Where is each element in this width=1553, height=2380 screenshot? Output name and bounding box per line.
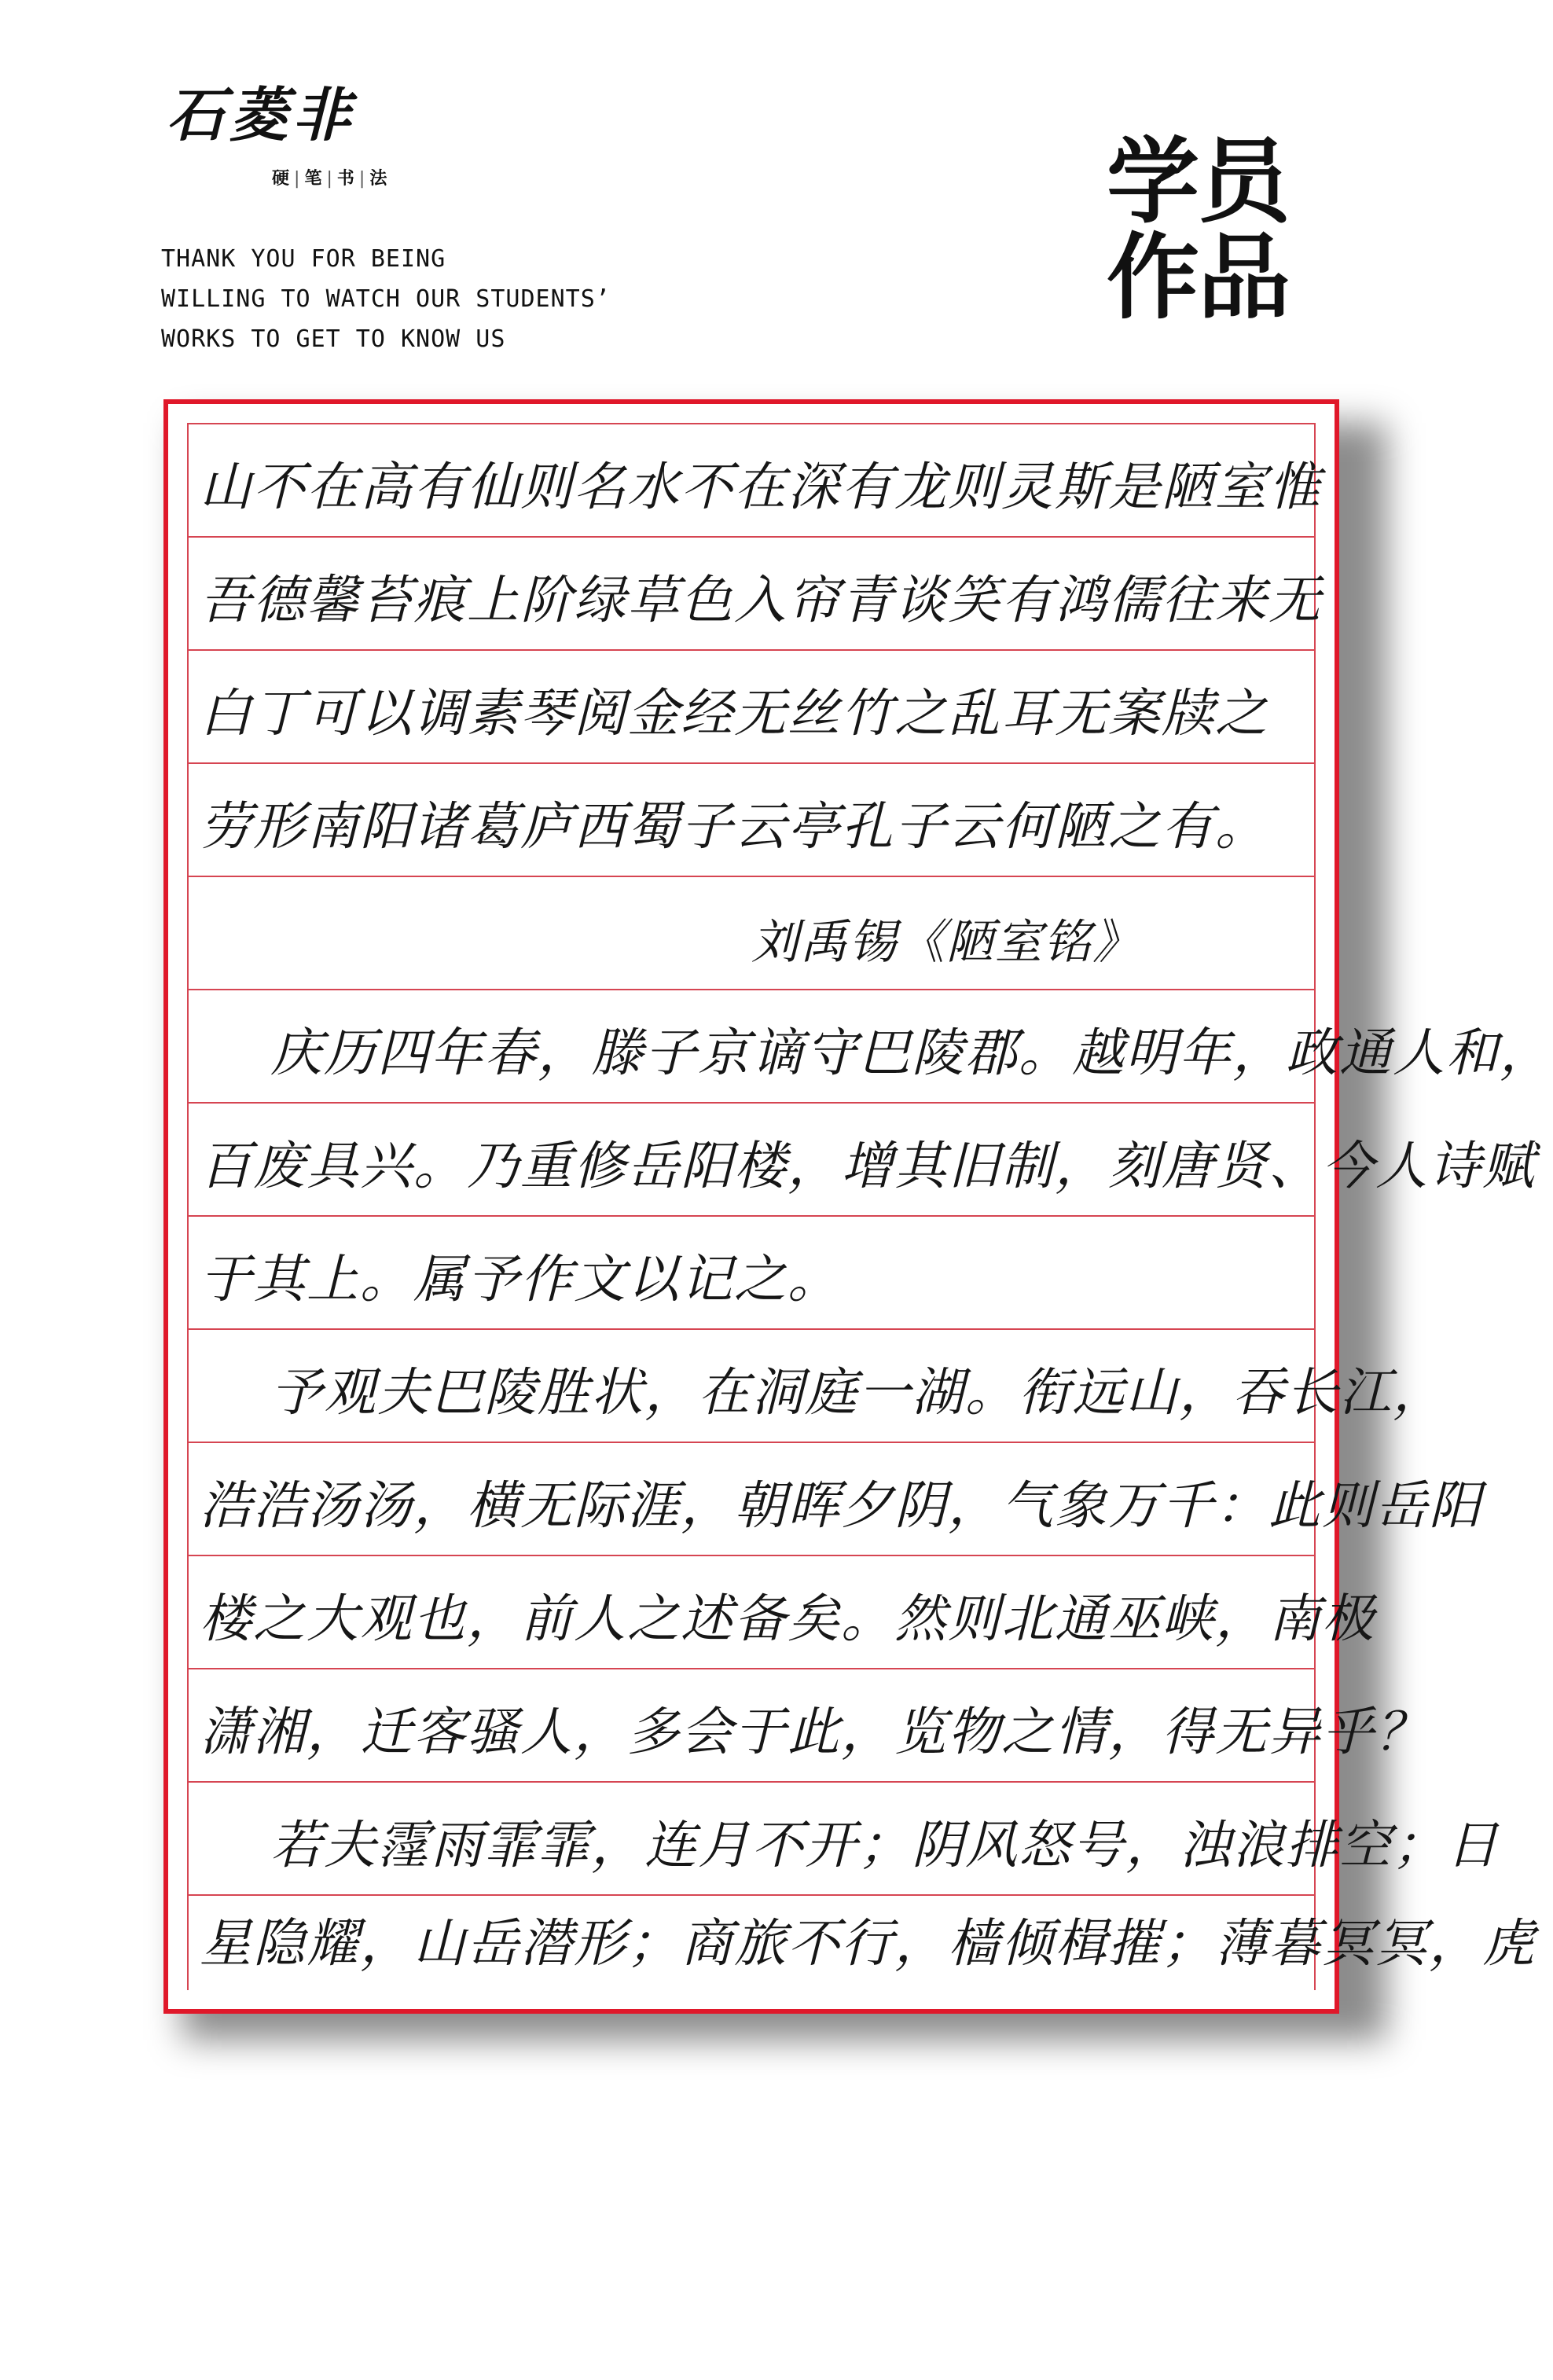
ruled-paper bbox=[187, 423, 1553, 1990]
manuscript-line: 吾德馨苔痕上阶绿草色入帘青谈笑有鸿儒往来无 bbox=[189, 536, 1314, 650]
student-works-badge bbox=[1107, 127, 1295, 332]
tagline-line: WORKS TO GET TO KNOW US bbox=[161, 325, 506, 353]
manuscript-line: 白丁可以调素琴阅金经无丝竹之乱耳无案牍之 bbox=[189, 649, 1314, 763]
badge-line: 作品 bbox=[1107, 223, 1290, 332]
manuscript-line: 潇湘，迁客骚人，多会于此，览物之情，得无异乎？ bbox=[189, 1668, 1314, 1782]
brand-subtitle-char: 硬 bbox=[272, 169, 292, 189]
manuscript-line: 庆历四年春，滕子京谪守巴陵郡。越明年，政通人和， bbox=[189, 989, 1314, 1103]
manuscript-line: 于其上。属予作文以记之。 bbox=[189, 1215, 1314, 1329]
brand-subtitle: 硬 | 笔 | 书 | 法 bbox=[272, 169, 389, 189]
manuscript-credit: 刘禹锡《陋室铭》 bbox=[189, 876, 1314, 990]
brand-subtitle-char: 书 bbox=[336, 169, 356, 189]
manuscript-line: 山不在高有仙则名水不在深有龙则灵斯是陋室惟 bbox=[189, 423, 1314, 537]
brand-name: 石菱非 bbox=[167, 82, 355, 149]
calligraphy-sheet bbox=[163, 399, 1553, 2014]
badge-line: 学员 bbox=[1107, 127, 1290, 236]
manuscript-line: 劳形南阳诸葛庐西蜀子云亭孔子云何陋之有。 bbox=[189, 762, 1314, 876]
brand-subtitle-char: 笔 bbox=[304, 169, 324, 189]
manuscript-line: 予观夫巴陵胜状，在洞庭一湖。衔远山，吞长江， bbox=[189, 1328, 1314, 1442]
manuscript-line: 星隐耀，山岳潜形；商旅不行，樯倾楫摧；薄暮冥冥，虎 bbox=[189, 1894, 1314, 1993]
brand-subtitle-char: 法 bbox=[369, 169, 389, 189]
tagline-line: WILLING TO WATCH OUR STUDENTS’ bbox=[161, 285, 611, 313]
tagline bbox=[161, 239, 611, 359]
manuscript-line: 百废具兴。乃重修岳阳楼，增其旧制，刻唐贤、今人诗赋 bbox=[189, 1102, 1314, 1216]
manuscript-line: 若夫霪雨霏霏，连月不开；阴风怒号，浊浪排空；日 bbox=[189, 1781, 1314, 1895]
tagline-line: THANK YOU FOR BEING bbox=[161, 245, 446, 273]
manuscript-line: 浩浩汤汤，横无际涯，朝晖夕阴，气象万千：此则岳阳 bbox=[189, 1442, 1314, 1555]
manuscript-line: 楼之大观也，前人之述备矣。然则北通巫峡，南极 bbox=[189, 1555, 1314, 1669]
brand-logo bbox=[167, 82, 402, 189]
